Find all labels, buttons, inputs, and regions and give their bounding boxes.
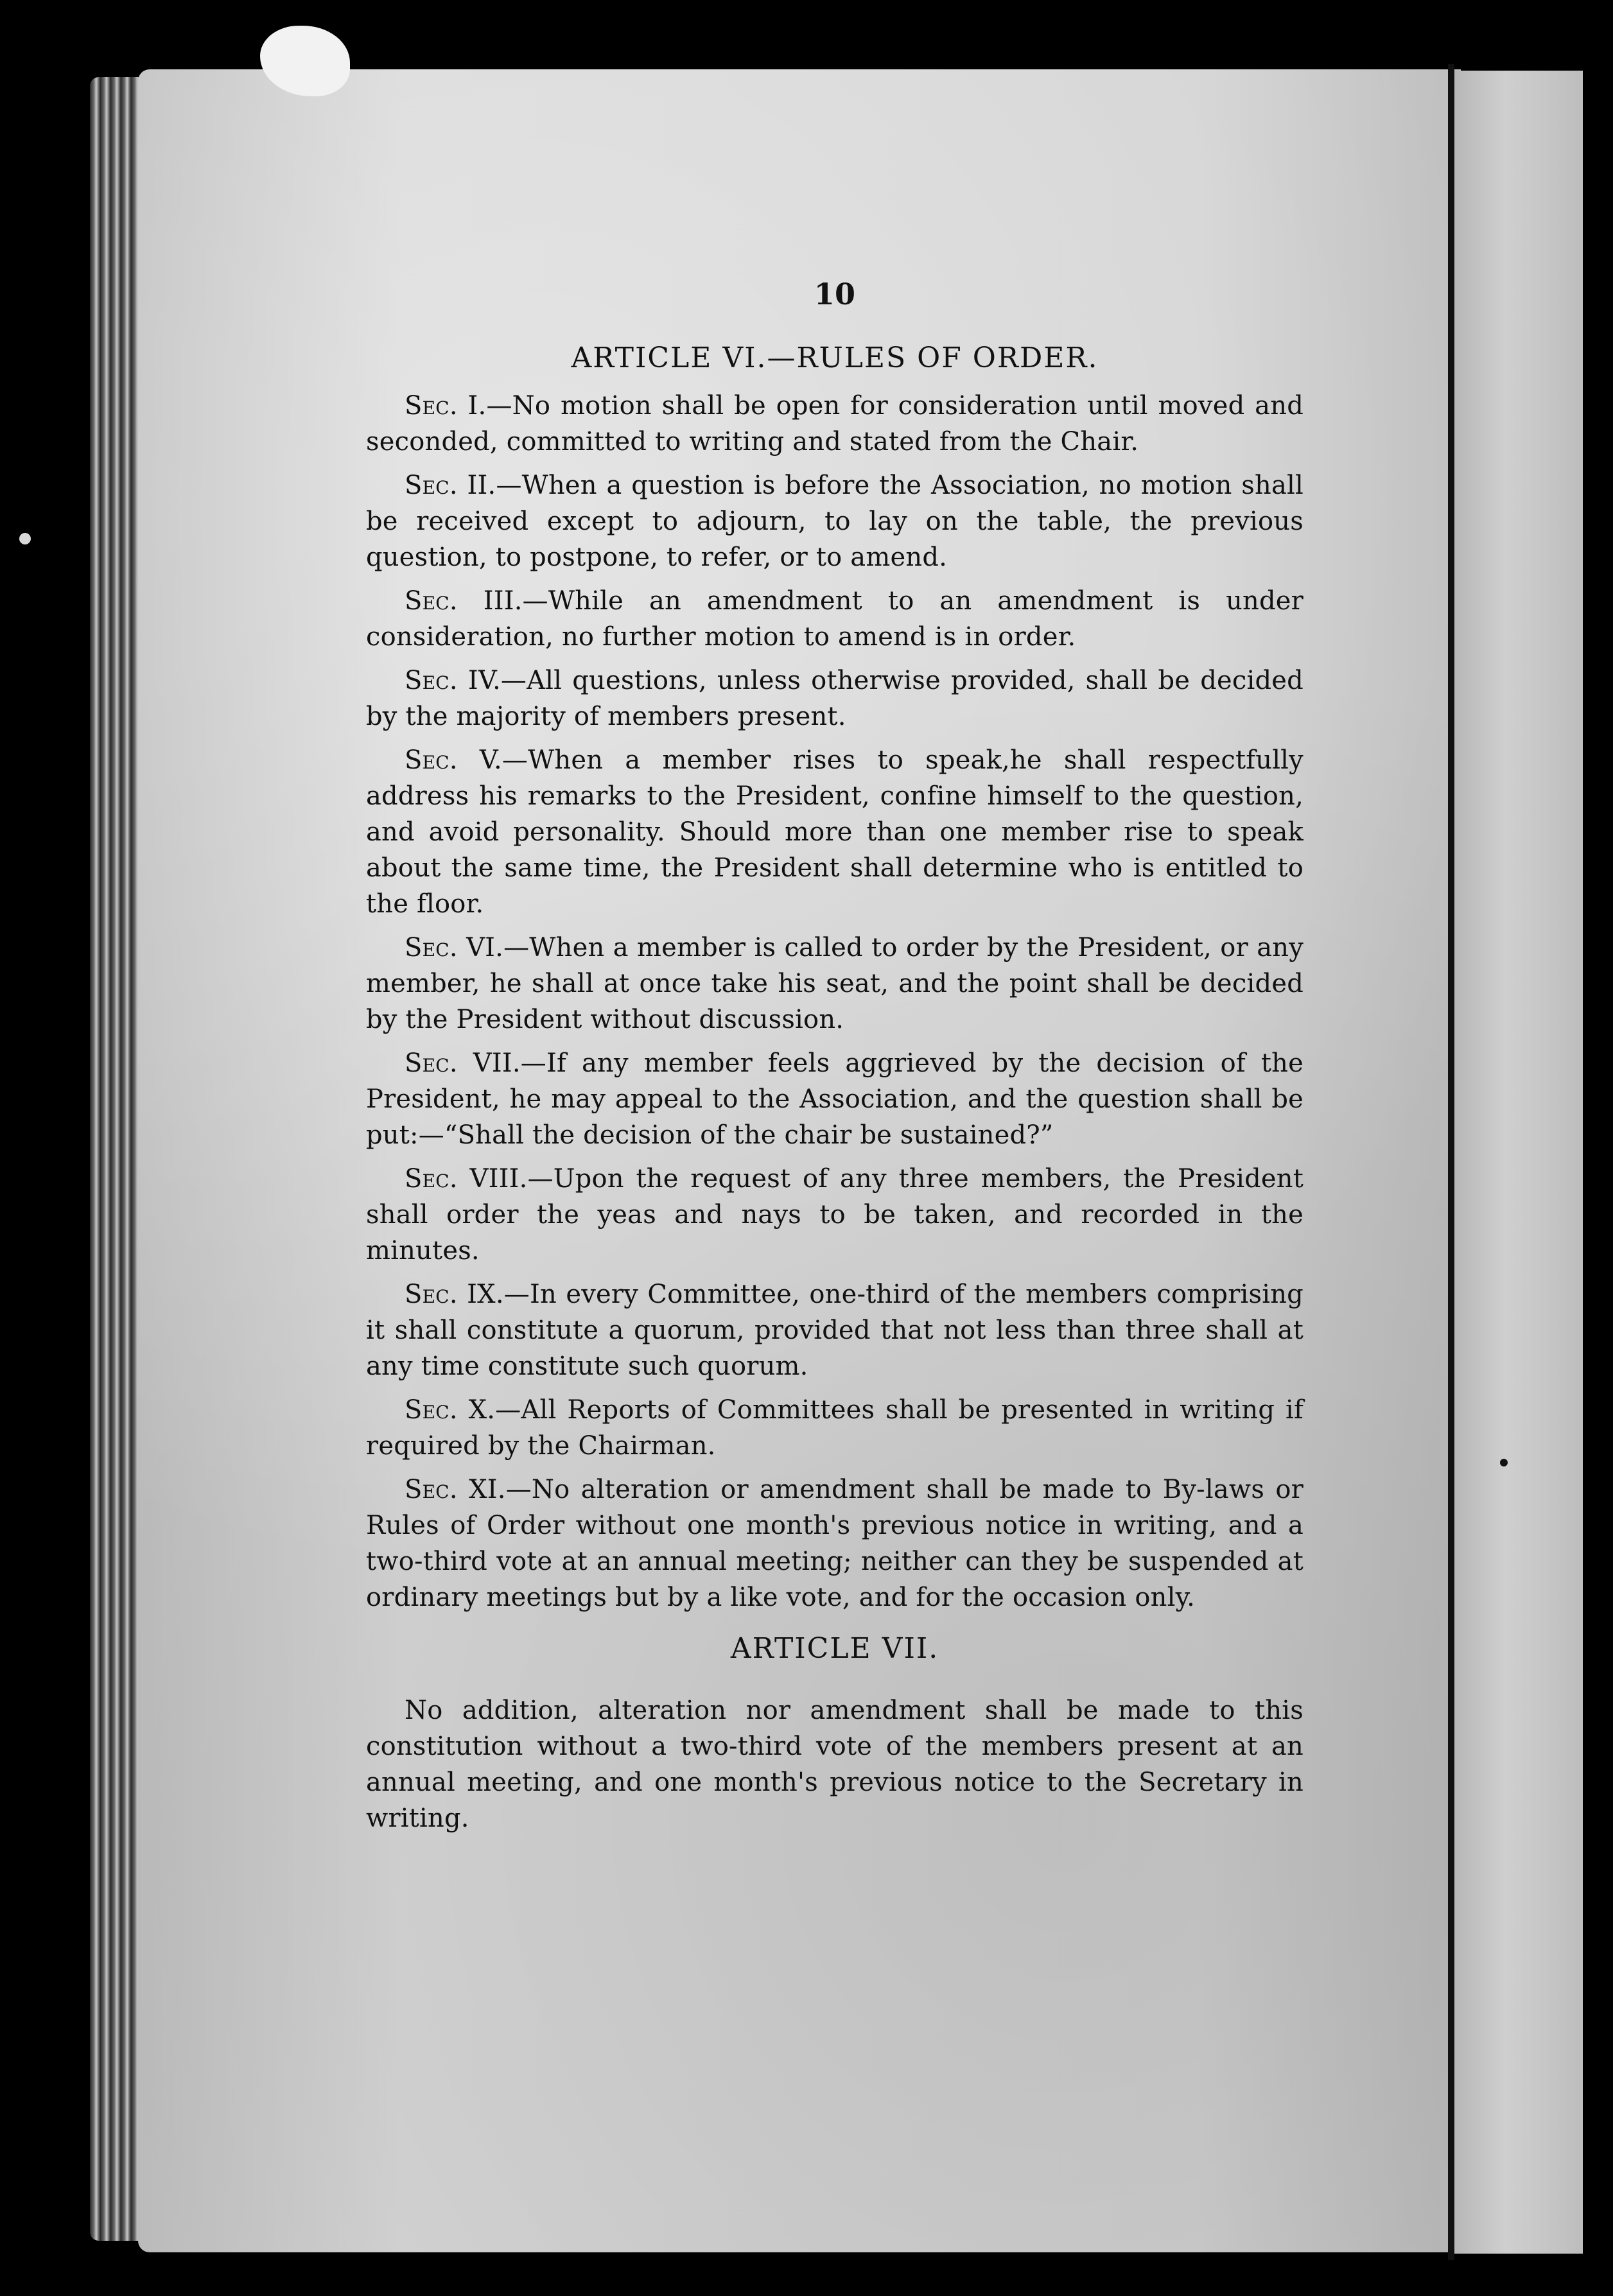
article-vii-heading: ARTICLE VII. [730,1632,939,1665]
section-11 [366,1472,1303,1615]
article-vi-heading: ARTICLE VI.—RULES OF ORDER. [571,342,1099,374]
article-vii-text: No addition, alteration nor amendment shall be made to this constitution without a two-third vote of the members present at an annual meeting, and one month's previous notice to the Secretary in writing. [366,1696,1303,1833]
facing-page-strip [1454,71,1583,2254]
section-5 [366,742,1303,922]
section-2 [366,467,1303,575]
section-label: Sec. X. [405,1395,496,1425]
section-text: —When a member rises to speak,he shall respectfully address his remarks to the President, confine himself to the question, and avoid personality. Should more than one member rise to speak about the same time, the President shall determine who is entitled to the floor. [366,745,1303,919]
section-text: —While an amendment to an amendment is under consideration, no further motion to amend is in order. [366,586,1303,652]
section-label: Sec. V. [405,745,502,775]
section-9 [366,1276,1303,1384]
section-label: Sec. XI. [405,1475,506,1504]
section-label: Sec. IX. [405,1280,504,1309]
section-text: —No motion shall be open for consideration until moved and seconded, committed to writing and stated from the Chair. [366,391,1303,457]
section-label: Sec. VII. [405,1048,521,1078]
section-text: —If any member feels aggrieved by the decision of the President, he may appeal to the Association, and the question shall be put:—“Shall the decision of the chair be sustained?” [366,1048,1303,1150]
section-7 [366,1045,1303,1153]
section-text: —No alteration or amendment shall be made to By-laws or Rules of Order without one month's previous notice in writing, and a two-third vote at an annual meeting; neither can they be suspended at ordinary meetings but by a like vote, and for the occasion only. [366,1475,1303,1612]
section-label: Sec. II. [405,471,496,500]
section-text: —In every Committee, one-third of the members comprising it shall constitute a quorum, provided that not less than three shall at any time constitute such quorum. [366,1280,1303,1381]
section-6 [366,930,1303,1038]
section-text: —Upon the request of any three members, the President shall order the yeas and nays to be taken, and recorded in the minutes. [366,1164,1304,1265]
section-text: —All Reports of Committees shall be presented in writing if required by the Chairman. [366,1395,1303,1461]
section-3 [366,583,1303,655]
section-label: Sec. VIII. [405,1164,528,1194]
dust-speck [19,533,31,544]
section-label: Sec. III. [405,586,523,616]
section-4 [366,663,1303,735]
section-text: —When a question is before the Association, no motion shall be received except to adjourn, to lay on the table, the previous question, to postpone, to refer, or to amend. [366,471,1303,572]
section-text: —When a member is called to order by the President, or any member, he shall at once take his seat, and the point shall be decided by the President without discussion. [366,933,1304,1034]
section-label: Sec. I. [405,391,487,421]
page-fold-line [1448,64,1454,2260]
document-text [366,276,1303,1862]
section-label: Sec. IV. [405,666,501,695]
section-1 [366,388,1303,460]
section-text: —All questions, unless otherwise provided, shall be decided by the majority of members present. [366,666,1303,731]
section-8 [366,1161,1303,1269]
dust-speck [1500,1459,1508,1466]
section-label: Sec. VI. [405,933,504,962]
page-number: 10 [814,277,856,311]
section-10 [366,1392,1303,1464]
